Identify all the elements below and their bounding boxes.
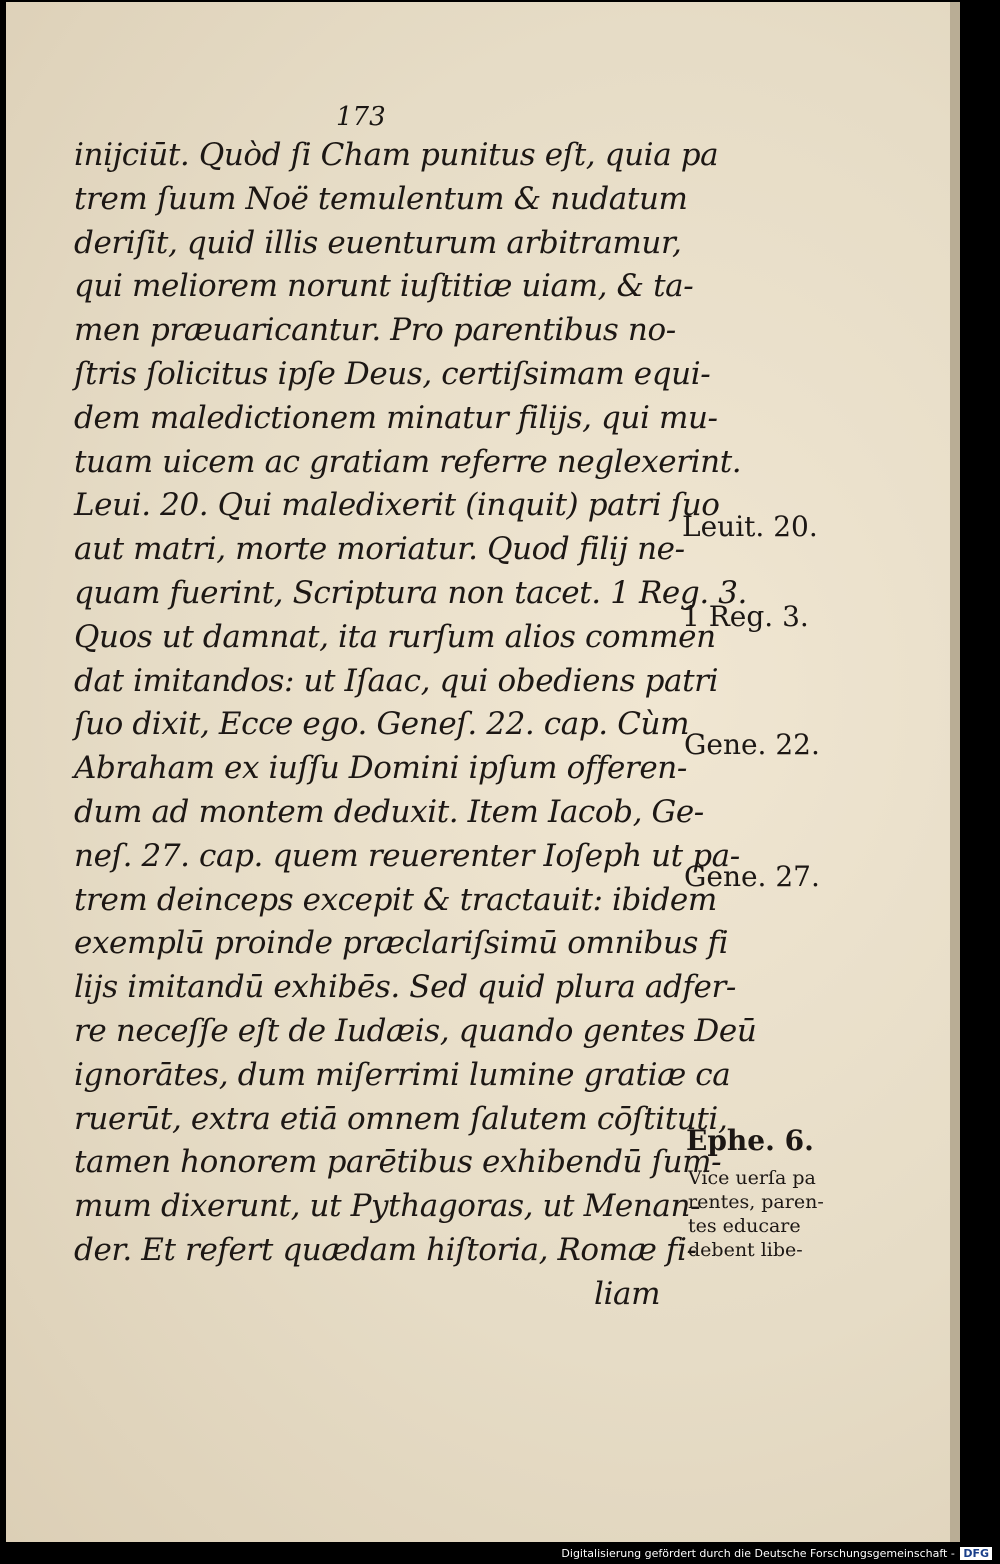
margin-note-reg: 1 Reg. 3. xyxy=(682,600,809,633)
margin-note-ephe: Ephe. 6. xyxy=(686,1124,814,1157)
text-line: dem maledictionem minatur filijs, qui mu- xyxy=(74,399,718,436)
text-line: exemplū proinde præclariſsimū omnibus fi xyxy=(74,925,729,962)
text-line: mum dixerunt, ut Pythagoras, ut Menan- xyxy=(74,1188,701,1225)
margin-note-gene27: Gene. 27. xyxy=(684,860,820,893)
text-line: ſtris ſolicitus ipſe Deus, certiſsimam equi- xyxy=(74,355,711,392)
text-line: ignorātes, dum miſerrimi lumine gratiæ ca xyxy=(74,1056,731,1093)
text-line: dum ad montem deduxit. Item Iacob, Ge- xyxy=(74,793,704,830)
footer-credit xyxy=(561,1547,992,1560)
text-line: Abraham ex iuſſu Domini ipſum offeren- xyxy=(74,750,687,787)
text-line: dat imitandos: ut Iſaac, qui obediens patri xyxy=(74,662,719,699)
text-line: quam fuerint, Scriptura non tacet. 1 Reg. 3. xyxy=(74,574,747,611)
page-number: 173 xyxy=(336,102,386,132)
text-line: Quos ut damnat, ita rurſum alios commen xyxy=(74,618,716,655)
page-spine-edge xyxy=(950,2,960,1542)
text-line: tuam uicem ac gratiam referre neglexerint. xyxy=(74,443,742,480)
margin-note-line: Vice uerſa pa xyxy=(688,1167,816,1189)
margin-note-line: debent libe- xyxy=(688,1239,803,1261)
text-line: Leui. 20. Qui maledixerit (inquit) patri ſuo xyxy=(74,487,720,524)
footer-text: Digitalisierung gefördert durch die Deutsche Forschungsgemeinschaft - xyxy=(561,1547,955,1560)
margin-note-gene22: Gene. 22. xyxy=(684,728,820,761)
dfg-logo: DFG xyxy=(960,1547,992,1560)
text-line: tamen honorem parētibus exhibendū ſum- xyxy=(74,1144,722,1181)
text-line: qui meliorem norunt iuſtitiæ uiam, & ta- xyxy=(74,268,694,305)
text-line: inijciūt. Quòd ſi Cham punitus eſt, quia pa xyxy=(74,137,719,173)
text-line: lijs imitandū exhibēs. Sed quid plura adfer- xyxy=(74,969,736,1006)
text-line: trem deinceps excepit & tractauit: ibidem xyxy=(74,881,717,918)
book-page xyxy=(6,2,950,1542)
margin-note-leuit: Leuit. 20. xyxy=(682,510,818,543)
text-line: aut matri, morte moriatur. Quod filij ne- xyxy=(74,531,685,568)
text-line: liam xyxy=(594,1275,661,1312)
text-line: re neceſſe eſt de Iudæis, quando gentes Deū xyxy=(74,1012,757,1049)
text-line: ſuo dixit, Ecce ego. Geneſ. 22. cap. Cùm xyxy=(74,706,690,743)
text-line: deriſit, quid illis euenturum arbitramur, xyxy=(74,224,682,261)
text-line: men præuaricantur. Pro parentibus no- xyxy=(74,312,676,349)
margin-note-line: tes educare xyxy=(688,1215,801,1237)
text-line: ruerūt, extra etiā omnem ſalutem cōſtituti, xyxy=(74,1100,728,1137)
margin-note-ephe-sub xyxy=(688,1166,824,1262)
text-line: neſ. 27. cap. quem reuerenter Ioſeph ut pa- xyxy=(74,837,740,874)
text-line: der. Et refert quædam hiſtoria, Romæ fi- xyxy=(74,1231,697,1268)
text-line: trem ſuum Noë temulentum & nudatum xyxy=(74,180,688,217)
margin-note-line: rentes, paren- xyxy=(688,1191,824,1213)
